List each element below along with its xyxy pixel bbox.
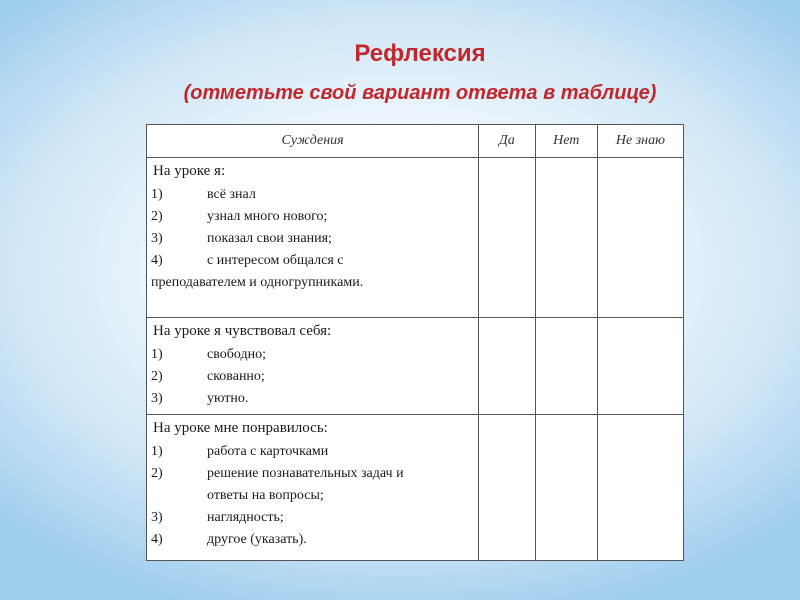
table-row bbox=[147, 318, 684, 415]
header-no: Нет bbox=[535, 125, 597, 158]
list-item: 1) работа с карточками bbox=[151, 444, 329, 459]
list-item-continuation: преподавателем и одногрупниками. bbox=[151, 275, 364, 290]
answer-yes-cell[interactable] bbox=[479, 415, 535, 561]
answer-no-cell[interactable] bbox=[535, 415, 597, 561]
list-item: 3) уютно. bbox=[151, 391, 249, 406]
statement-cell bbox=[147, 415, 479, 561]
reflection-table bbox=[146, 124, 684, 561]
statement-cell bbox=[147, 158, 479, 318]
table-row bbox=[147, 415, 684, 561]
section-heading: На уроке я чувствовал себя: bbox=[153, 323, 332, 339]
header-statement: Суждения bbox=[147, 125, 479, 158]
list-item: 1) свободно; bbox=[151, 347, 266, 362]
table-row bbox=[147, 158, 684, 318]
list-item: 2) скованно; bbox=[151, 369, 265, 384]
slide-subtitle: (отметьте свой вариант ответа в таблице) bbox=[183, 82, 657, 104]
list-item: 3) наглядность; bbox=[151, 510, 284, 525]
list-item: 3) показал свои знания; bbox=[151, 231, 332, 246]
list-item: 1) всё знал bbox=[151, 187, 256, 202]
statement-cell bbox=[147, 318, 479, 415]
section-heading: На уроке я: bbox=[153, 163, 226, 179]
answer-no-cell[interactable] bbox=[535, 158, 597, 318]
answer-yes-cell[interactable] bbox=[479, 318, 535, 415]
list-item: 4) с интересом общался с bbox=[151, 253, 344, 268]
list-item: 4) другое (указать). bbox=[151, 532, 307, 547]
list-item: 2) узнал много нового; bbox=[151, 209, 328, 224]
list-item: 2) решение познавательных задач и bbox=[151, 466, 404, 481]
header-dont-know: Не знаю bbox=[597, 125, 683, 158]
header-yes: Да bbox=[479, 125, 535, 158]
slide-title: Рефлексия bbox=[354, 40, 486, 67]
answer-dont-know-cell[interactable] bbox=[597, 318, 683, 415]
list-item-continuation: ответы на вопросы; bbox=[207, 488, 324, 503]
header-row bbox=[147, 125, 684, 158]
answer-dont-know-cell[interactable] bbox=[597, 415, 683, 561]
answer-no-cell[interactable] bbox=[535, 318, 597, 415]
answer-yes-cell[interactable] bbox=[479, 158, 535, 318]
section-heading: На уроке мне понравилось: bbox=[153, 420, 328, 436]
answer-dont-know-cell[interactable] bbox=[597, 158, 683, 318]
